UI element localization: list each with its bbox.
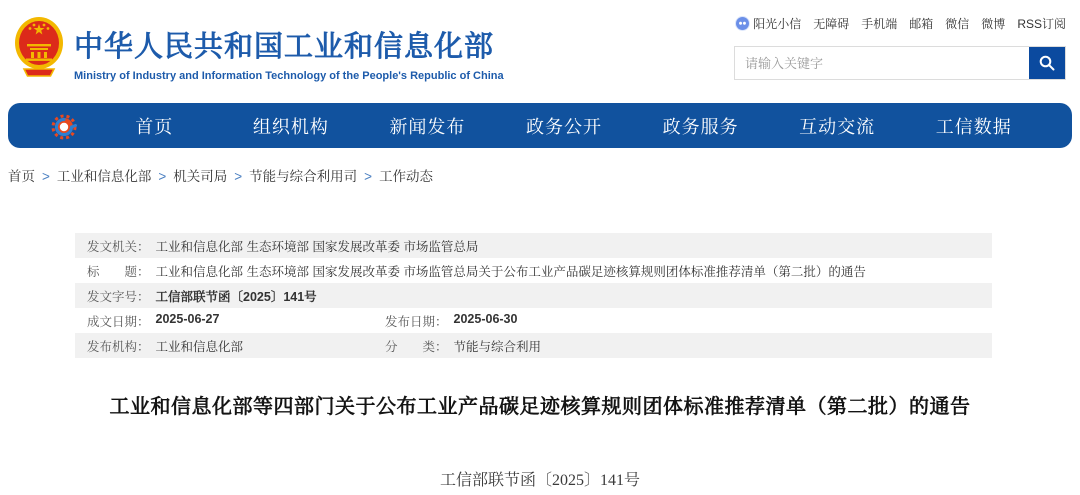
top-link-5[interactable]: 微博 (981, 17, 1006, 31)
site-title: 中华人民共和国工业和信息化部 (74, 31, 495, 63)
doc-info-row (75, 283, 992, 308)
breadcrumb-separator: > (158, 169, 167, 184)
field-value: 工信部联节函〔2025〕141号 (155, 289, 317, 304)
breadcrumb-separator: > (234, 169, 243, 184)
doc-info-cell (87, 337, 385, 355)
site-header (0, 0, 1080, 100)
sunshine-mascot-icon (736, 17, 749, 30)
breadcrumb (8, 165, 1080, 185)
top-link-1[interactable]: 无障碍 (813, 17, 850, 31)
nav-item-5[interactable]: 互动交流 (799, 116, 876, 137)
miit-gear-icon (50, 111, 80, 141)
breadcrumb-item-4: 工作动态 (379, 169, 434, 184)
doc-info-cell (87, 312, 385, 330)
top-links (734, 15, 1066, 32)
search-box (734, 46, 1066, 80)
doc-info-cell (87, 237, 478, 255)
field-label: 成文日期： (87, 314, 150, 329)
breadcrumb-item-0[interactable]: 首页 (8, 169, 35, 184)
field-label: 标 题： (87, 264, 150, 279)
top-link-4[interactable]: 微信 (945, 17, 970, 31)
doc-info-cell (385, 337, 541, 355)
doc-info-row (75, 333, 992, 358)
doc-info-cell (87, 262, 866, 280)
nav-item-4[interactable]: 政务服务 (662, 116, 739, 137)
doc-info-cell (385, 312, 517, 330)
field-label: 发文机关： (87, 239, 150, 254)
doc-info-cell (87, 287, 317, 305)
field-value: 2025-06-30 (453, 311, 518, 326)
field-value: 2025-06-27 (155, 311, 220, 326)
doc-info-row (75, 258, 992, 283)
field-label: 发布日期： (385, 314, 448, 329)
article-title: 工业和信息化部等四部门关于公布工业产品碳足迹核算规则团体标准推荐清单（第二批）的通告 (109, 396, 971, 418)
breadcrumb-item-2[interactable]: 机关司局 (173, 169, 228, 184)
search-button[interactable] (1029, 47, 1065, 79)
breadcrumb-separator: > (364, 169, 373, 184)
top-link-0[interactable]: 阳光小信 (736, 15, 801, 32)
main-nav (8, 103, 1072, 148)
field-label: 发布机构： (87, 339, 150, 354)
field-label: 发文字号： (87, 289, 150, 304)
breadcrumb-item-1[interactable]: 工业和信息化部 (56, 169, 152, 184)
top-link-2[interactable]: 手机端 (861, 17, 898, 31)
national-emblem-logo (14, 16, 64, 80)
site-subtitle: Ministry of Industry and Information Technology of the People's Republic of China (74, 70, 504, 82)
nav-item-2[interactable]: 新闻发布 (389, 116, 466, 137)
doc-info-table (75, 233, 992, 358)
top-link-3[interactable]: 邮箱 (909, 17, 934, 31)
field-value: 工业和信息化部 (155, 339, 244, 354)
article-doc-number: 工信部联节函〔2025〕141号 (439, 472, 640, 489)
search-icon (1038, 54, 1056, 72)
breadcrumb-separator: > (42, 169, 50, 184)
field-value: 节能与综合利用 (453, 339, 542, 354)
field-value: 工业和信息化部 生态环境部 国家发展改革委 市场监管总局关于公布工业产品碳足迹核算规则团体标准推荐清单（第二批）的通告 (155, 264, 866, 279)
nav-item-3[interactable]: 政务公开 (526, 116, 603, 137)
nav-item-0[interactable]: 首页 (135, 116, 174, 137)
doc-info-row (75, 308, 992, 333)
nav-item-1[interactable]: 组织机构 (252, 116, 329, 137)
brand-text (74, 16, 504, 82)
top-link-6[interactable]: RSS订阅 (1017, 17, 1066, 31)
breadcrumb-item-3[interactable]: 节能与综合利用司 (249, 169, 358, 184)
nav-item-6[interactable]: 工信数据 (935, 116, 1012, 137)
header-right (734, 15, 1066, 80)
doc-info-row (75, 233, 992, 258)
brand[interactable] (14, 16, 504, 82)
search-input[interactable] (735, 47, 1029, 79)
field-label: 分 类： (385, 339, 448, 354)
field-value: 工业和信息化部 生态环境部 国家发展改革委 市场监管总局 (155, 239, 479, 254)
